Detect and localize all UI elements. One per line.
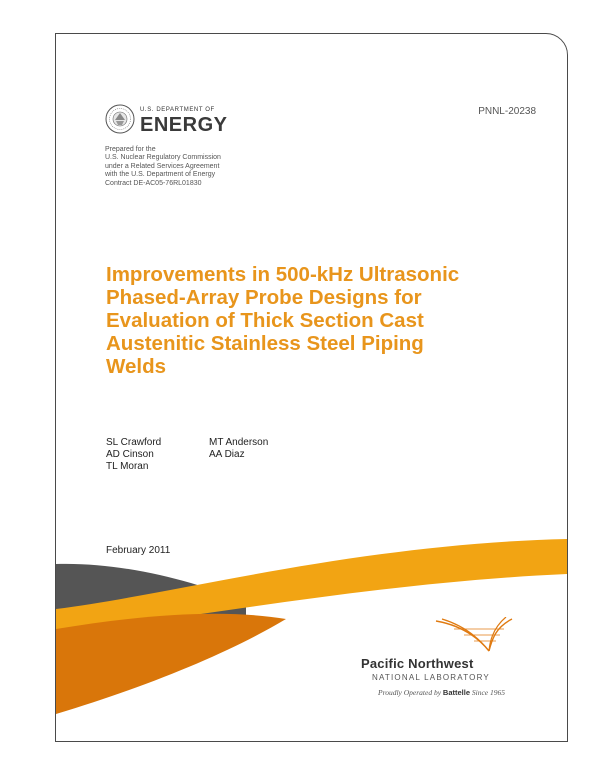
author-name: SL Crawford [106,437,162,448]
title-line: Phased-Array Probe Designs for [106,286,422,309]
pnnl-logo-icon [434,617,514,653]
agency-name: ENERGY [140,114,228,136]
operated-by-line [378,688,505,697]
title-line: Evaluation of Thick Section Cast [106,309,424,332]
lab-name: Pacific Northwest [361,656,474,671]
title-line: Austenitic Stainless Steel Piping [106,332,424,355]
operator-name: Battelle [442,688,471,697]
publication-date: February 2011 [106,545,171,556]
swoosh-orange-band [56,614,286,714]
agency-department: U.S. DEPARTMENT OF [140,107,215,113]
title-line: Improvements in 500-kHz Ultrasonic [106,263,460,286]
operated-suffix: Since 1965 [471,688,506,697]
author-name: TL Moran [106,461,149,472]
operated-prefix: Proudly Operated by [378,688,442,697]
lab-subtitle: NATIONAL LABORATORY [372,673,490,682]
report-cover-page [55,33,568,742]
prepared-line: Prepared for the [105,146,156,153]
author-name: AA Diaz [209,449,245,460]
author-name: MT Anderson [209,437,269,448]
prepared-line: U.S. Nuclear Regulatory Commission [105,154,221,162]
author-name: AD Cinson [106,449,154,460]
title-line: Welds [106,355,166,378]
prepared-line: under a Related Services Agreement [105,162,220,170]
report-number: PNNL-20238 [478,106,536,117]
prepared-line: with the U.S. Department of Energy [105,171,216,179]
prepared-line: Contract DE-AC05-76RL01830 [105,179,202,187]
